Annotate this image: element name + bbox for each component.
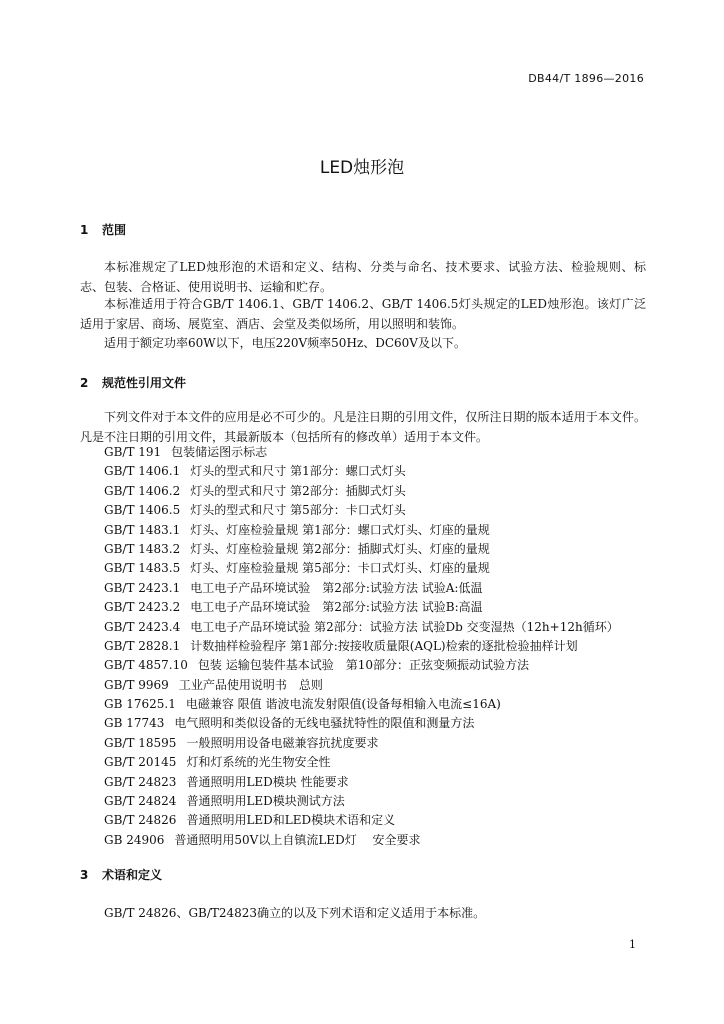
reference-title: 普通照明用LED和LED模块术语和定义: [186, 813, 396, 828]
reference-title: 灯头的型式和尺寸 第1部分：螺口式灯头: [190, 464, 406, 479]
standard-code: DB44/T 1896—2016: [528, 72, 644, 85]
reference-title: 电工电子产品环境试验 第2部分：试验方法 试验Db 交变湿热（12h+12h循环）: [190, 619, 619, 634]
reference-title: 灯和灯系统的光生物安全性: [186, 755, 331, 770]
reference-code: GB/T 1483.1: [104, 522, 181, 537]
reference-item: [104, 598, 664, 617]
reference-code: GB/T 9969: [104, 677, 169, 692]
section-3-heading: [80, 866, 162, 883]
reference-code: GB/T 24826: [104, 813, 177, 828]
reference-code: GB 17743: [104, 716, 165, 731]
reference-item: [104, 695, 664, 714]
reference-code: GB 17625.1: [104, 697, 176, 712]
reference-code: GB/T 1483.2: [104, 541, 181, 556]
reference-item: [104, 559, 664, 578]
reference-item: [104, 656, 664, 675]
reference-code: GB/T 24823: [104, 774, 177, 789]
section-title: 范围: [102, 223, 127, 237]
reference-title: 普通照明用LED模块测试方法: [186, 794, 345, 809]
reference-title: 灯头、灯座检验量规 第2部分：插脚式灯头、灯座的量规: [190, 541, 490, 556]
reference-item: [104, 753, 664, 772]
section-2-heading: [80, 374, 186, 391]
reference-code: GB/T 1406.1: [104, 464, 181, 479]
reference-title: 包装 运输包装件基本试验 第10部分：正弦变频振动试验方法: [197, 658, 529, 673]
section-title: 规范性引用文件: [102, 376, 187, 390]
reference-item: [104, 831, 664, 850]
reference-list: [104, 443, 664, 850]
reference-title: 灯头、灯座检验量规 第1部分：螺口式灯头、灯座的量规: [190, 522, 490, 537]
reference-code: GB 24906: [104, 832, 165, 847]
reference-code: GB/T 2423.1: [104, 580, 181, 595]
reference-title: 计数抽样检验程序 第1部分:按接收质量限(AQL)检索的逐批检验抽样计划: [190, 638, 578, 653]
reference-code: GB/T 2423.4: [104, 619, 181, 634]
scope-paragraph-1: 本标准规定了LED烛形泡的术语和定义、结构、分类与命名、技术要求、试验方法、检验规则、标志、包装、合格证、使用说明书、运输和贮存。: [80, 260, 646, 294]
section-number: 3: [80, 868, 89, 882]
reference-title: 灯头的型式和尺寸 第5部分：卡口式灯头: [190, 503, 406, 518]
reference-item: [104, 618, 664, 637]
reference-title: 普通照明用50V以上自镇流LED灯 安全要求: [174, 832, 421, 847]
reference-code: GB/T 2828.1: [104, 638, 181, 653]
reference-code: GB/T 2423.2: [104, 600, 181, 615]
reference-item: [104, 462, 664, 481]
reference-item: [104, 637, 664, 656]
reference-code: GB/T 1406.2: [104, 483, 181, 498]
section-1-heading: [80, 221, 126, 238]
reference-code: GB/T 1483.5: [104, 561, 181, 576]
document-title: LED烛形泡: [319, 158, 405, 178]
reference-code: GB/T 1406.5: [104, 503, 181, 518]
section-title: 术语和定义: [102, 868, 163, 882]
reference-item: [104, 811, 664, 830]
reference-title: 一般照明用设备电磁兼容抗扰度要求: [186, 735, 379, 750]
reference-title: 电磁兼容 限值 谐波电流发射限值(设备每相输入电流≤16A): [185, 697, 501, 712]
reference-item: [104, 482, 664, 501]
section-number: 1: [80, 223, 89, 237]
reference-item: [104, 792, 664, 811]
reference-item: [104, 443, 664, 462]
page-number: 1: [629, 938, 636, 951]
reference-title: 普通照明用LED模块 性能要求: [186, 774, 349, 789]
reference-title: 灯头、灯座检验量规 第5部分：卡口式灯头、灯座的量规: [190, 561, 490, 576]
reference-title: 电工电子产品环境试验 第2部分:试验方法 试验B:高温: [190, 600, 483, 615]
reference-code: GB/T 20145: [104, 755, 177, 770]
reference-item: [104, 501, 664, 520]
section-number: 2: [80, 376, 89, 390]
terms-intro: GB/T 24826、GB/T24823确立的以及下列术语和定义适用于本标准。: [104, 906, 486, 920]
reference-title: 包装储运图示标志: [171, 445, 268, 459]
scope-paragraph-3: 适用于额定功率60W以下，电压220V频率50Hz、DC60V及以下。: [104, 336, 466, 350]
reference-item: [104, 676, 664, 695]
reference-title: 电气照明和类似设备的无线电骚扰特性的限值和测量方法: [174, 716, 475, 731]
references-intro: 下列文件对于本文件的应用是必不可少的。凡是注日期的引用文件，仅所注日期的版本适用于本文件。凡是不注日期的引用文件，其最新版本（包括所有的修改单）适用于本文件。: [80, 410, 646, 444]
reference-item: [104, 714, 664, 733]
reference-code: GB/T 18595: [104, 735, 177, 750]
reference-item: [104, 540, 664, 559]
reference-title: 电工电子产品环境试验 第2部分:试验方法 试验A:低温: [190, 580, 483, 595]
reference-item: [104, 773, 664, 792]
reference-item: [104, 734, 664, 753]
reference-item: [104, 521, 664, 540]
reference-code: GB/T 4857.10: [104, 658, 188, 673]
reference-title: 灯头的型式和尺寸 第2部分：插脚式灯头: [190, 483, 406, 498]
scope-paragraph-2: 本标准适用于符合GB/T 1406.1、GB/T 1406.2、GB/T 1406.5灯头规定的LED烛形泡。该灯广泛适用于家居、商场、展览室、酒店、会堂及类似场所，用以照明和装饰。: [80, 297, 646, 331]
reference-item: [104, 579, 664, 598]
reference-code: GB/T 191: [104, 445, 162, 459]
reference-code: GB/T 24824: [104, 794, 177, 809]
reference-title: 工业产品使用说明书 总则: [178, 677, 323, 692]
